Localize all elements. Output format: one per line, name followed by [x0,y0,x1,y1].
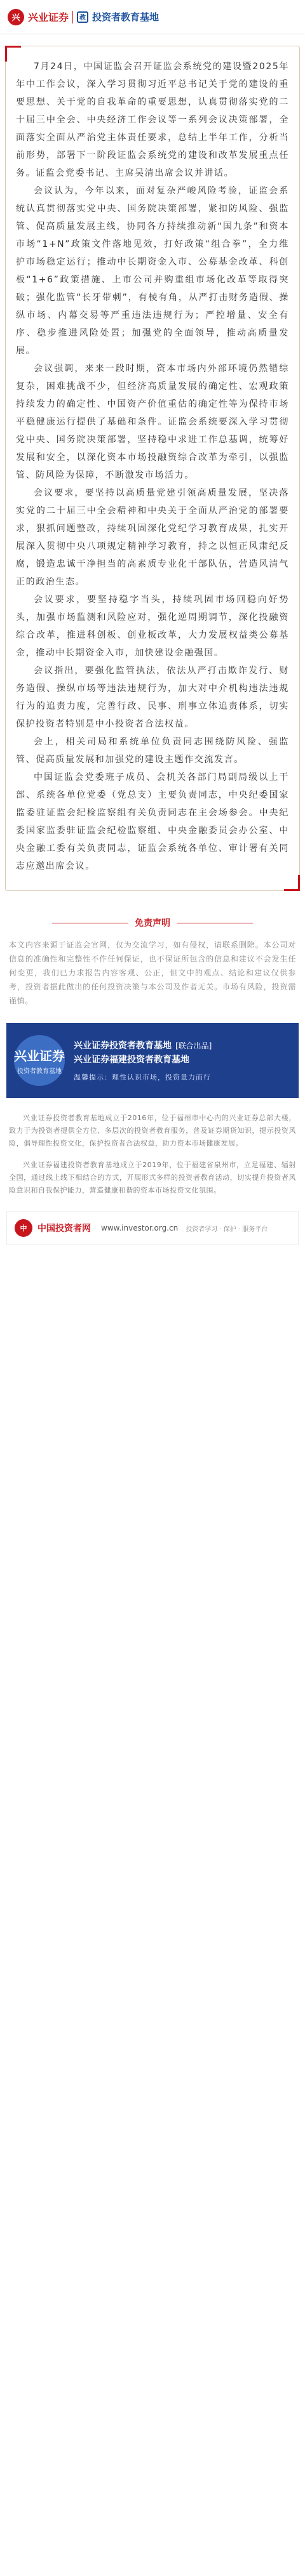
banner-logo-icon [14,1035,65,1086]
edu-base-icon: 教 [77,11,88,23]
disclaimer-text: 本文内容来源于证监会官网，仅为交流学习，如有侵权，请联系删除。本公司对信息的准确性和完整性不作任何保证，也不保证所包含的信息和建议不会发生任何变更，我们已力求报告内容客观、公正，但文中的观点、结论和建议仅供参考，投资者据此做出的任何投资决策与本公司及作者无关。市场有风险，投资需谨慎。 [9,941,296,1005]
investor-site-subtitle: 投资者学习 · 保护 · 服务平台 [186,1225,268,1233]
intro-section [0,1098,305,1197]
banner-logo-line1: 兴业证券 [14,1048,65,1064]
banner-tag: [联合出品] [175,1041,212,1050]
article-paragraph: 会上，相关司局和系统单位负责同志围绕防风险、强监管、促高质量发展和加强党的建设主题作交流发言。 [16,737,289,765]
promo-banner[interactable] [6,1023,299,1098]
brand-name: 兴业证券 [28,11,69,23]
banner-title-2: 兴业证券福建投资者教育基地 [74,1055,189,1065]
banner-text [74,1039,212,1082]
investor-site-banner[interactable] [6,1211,299,1245]
intro-paragraph: 兴业证券福建投资者教育基地成立于2019年，位于福建省泉州市，立足福建、辐射全国，通过线上线下相结合的方式，开展形式多样的投资者教育活动，切实提升投资者风险意识和自我保护能力，营造健康和谐的资本市场投资文化氛围。 [9,1161,296,1194]
disclaimer-title: 免责声明 [135,918,170,928]
article-paragraph: 中国证监会党委班子成员、会机关各部门局副局级以上干部、系统各单位党委（党总支）主要负责同志，中央纪委国家监委驻证监会纪检监察组有关负责同志在主会场参会。中央纪委国家监委驻证监会纪检监察组、中央金融委员会办公室、中央金融工委有关负责同志，证监会系统各单位、审计署有关同志应邀出席会议。 [16,772,289,871]
article-paragraph: 会议要求，要坚持稳字当头，持续巩固市场回稳向好势头，加强市场监测和风险应对，强化逆周期调节，深化投融资综合改革，推进科创板、创业板改革，大力发展权益类公募基金，推动中长期资金入市，加快建设金融强国。 [16,595,289,658]
article-paragraph: 会议认为，今年以来，面对复杂严峻风险考验，证监会系统认真贯彻落实党中央、国务院决策部署，紧扣防风险、强监管、促高质量发展主线，协同各方持续推动新“国九条”和资本市场“1+N”政策文件落地见效，打好政策“组合拳”，全力维护市场稳定运行；推动中长期资金入市、公募基金改革、科创板“1+6”政策措施、上市公司并购重组市场化改革等取得突破；强化监管“长牙带刺”，有棱有角，从严打击财务造假、操纵市场、内幕交易等严重违法违规行为；严控增量、安全有序、稳步推进风险处置；加强党的全面领导，推动高质量发展。 [16,186,289,356]
brand-logo-icon: 兴 [8,9,24,25]
banner-logo-line2: 投资者教育基地 [17,1068,62,1075]
intro-paragraph: 兴业证券投资者教育基地成立于2016年，位于福州市中心内的兴业证券总部大楼，致力于为投资者提供全方位、多层次的投资者教育服务，普及证券期货知识，提示投资风险，倡导理性投资文化，保护投资者合法权益，助力资本市场健康发展。 [9,1114,296,1147]
article-frame [5,46,300,891]
article-paragraph: 7月24日，中国证监会召开证监会系统党的建设暨2025年年中工作会议，深入学习贯彻习近平总书记关于党的建设的重要思想、关于党的自我革命的重要思想，认真贯彻落实党的二十届三中全会、中央经济工作会议等一系列会议决策部署，全面落实全面从严治党主体责任要求，总结上半年工作，分析当前形势，部署下一阶段证监会系统党的建设和改革发展重点任务。证监会党委书记、主席吴清出席会议并讲话。 [16,62,289,178]
edu-base-brand[interactable] [77,10,159,23]
article-paragraph: 会议要求，要坚持以高质量党建引领高质量发展，坚决落实党的二十届三中全会精神和中央关于全面从严治党的部署要求，狠抓问题整改，持续巩固深化党纪学习教育成果，扎实开展深入贯彻中央八项规定精神学习教育，持之以恒正风肃纪反腐，锻造忠诚干净担当的高素质专业化干部队伍，营造风清气正的政治生态。 [16,488,289,587]
investor-site-url[interactable]: www.investor.org.cn [101,1224,179,1232]
investor-site-logo-icon: 中 [15,1219,32,1237]
banner-title-1 [74,1039,212,1053]
brand-divider [72,11,73,23]
article-paragraph: 会议强调，来来一段时期，资本市场内外部环境仍然错综复杂，困难挑战不少，但经济高质量发展的确定性、宏观政策持续发力的确定性、中国资产价值重估的确定性等为保持市场平稳健康运行提供了基础和条件。证监会系统要深入学习贯彻党中央、国务院决策部署，坚持稳中求进工作总基调，统筹好发展和安全，以深化资本市场投融资综合改革为牵引，以强监管、防风险为保障，不断激发市场活力。 [16,364,289,480]
investor-site-name: 中国投资者网 [37,1224,91,1234]
article-wrapper [0,34,305,891]
article-paragraph: 会议指出，要强化监管执法，依法从严打击欺诈发行、财务造假、操纵市场等违法违规行为，加大对中介机构违法违规行为的追责力度，完善行政、民事、刑事立体追责体系，切实保护投资者特别是中小投资者合法权益。 [16,666,289,729]
header [0,0,305,34]
banner-slogan: 温馨提示：理性认识市场，投资量力而行 [74,1073,211,1081]
edu-base-name: 投资者教育基地 [92,11,159,23]
disclaimer-heading [0,916,305,929]
brand[interactable] [8,9,69,25]
banner-title-1-text: 兴业证券投资者教育基地 [74,1041,172,1051]
